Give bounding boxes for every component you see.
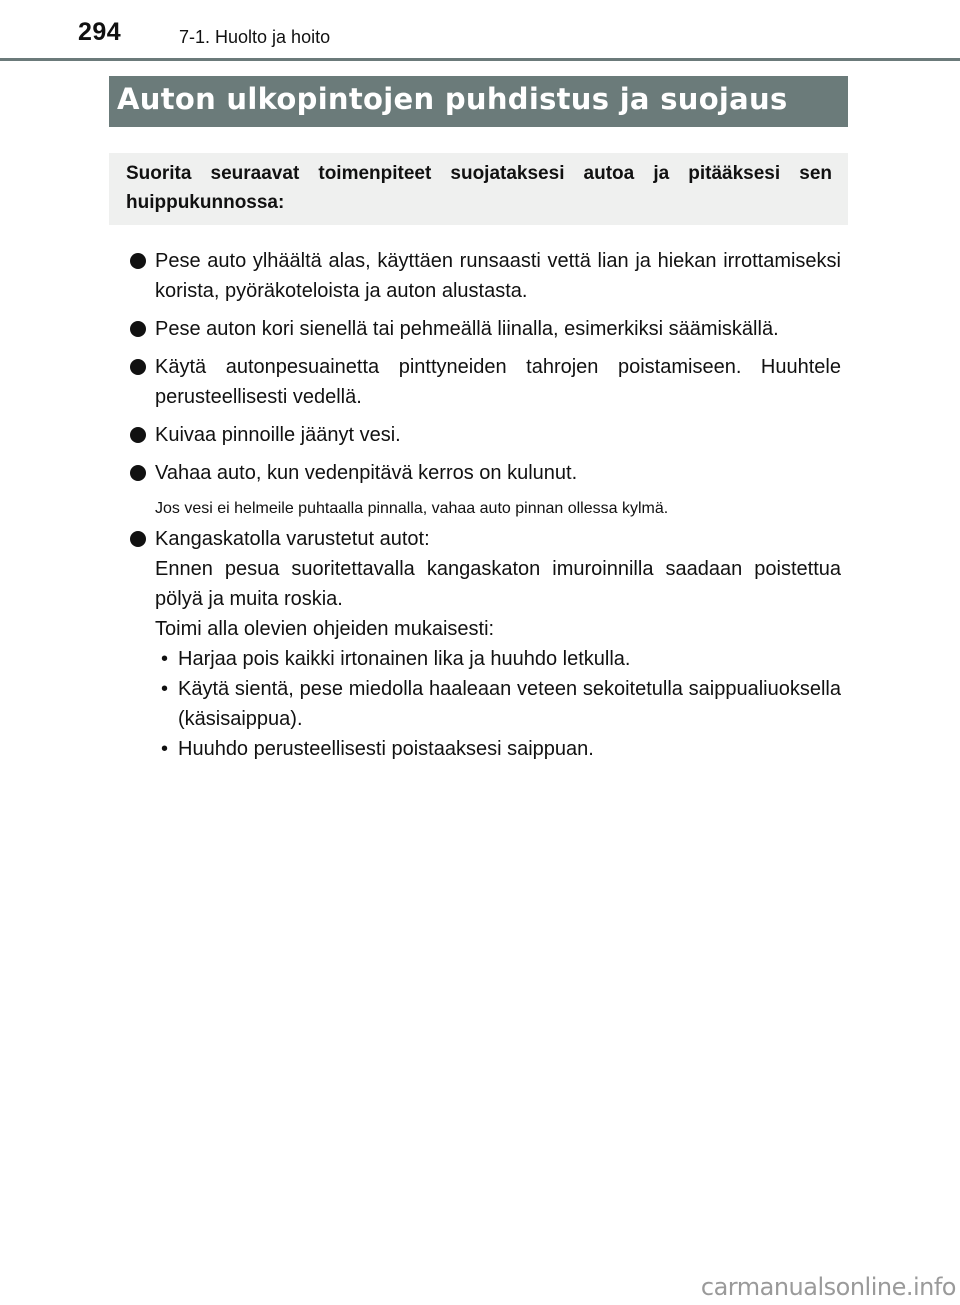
item-text: Pese auto ylhäältä alas, käyttäen runsaasti vettä lian ja hiekan irrottamiseksi korista, pyöräkoteloista ja auton alustasta. — [155, 250, 841, 302]
breadcrumb: 7-1. Huolto ja hoito — [179, 27, 331, 47]
bullet-icon — [130, 531, 146, 547]
step-text: Käytä sientä, pese miedolla haaleaan veteen sekoitetulla saippualiuoksella (käsisaippua). — [178, 678, 841, 730]
item-text: Käytä autonpesuainetta pinttyneiden tahrojen poistamiseen. Huuhtele perusteellisesti vedellä. — [155, 356, 841, 408]
intro-box — [109, 153, 848, 225]
list-item — [128, 314, 841, 344]
bullet-icon — [130, 253, 146, 269]
step-item — [155, 644, 841, 674]
list-item — [128, 420, 841, 450]
dot-bullet-icon: • — [161, 738, 169, 760]
step-text: Huuhdo perusteellisesti poistaaksesi saippuan. — [178, 738, 594, 760]
content — [128, 246, 841, 772]
item-text: Vahaa auto, kun vedenpitävä kerros on kulunut. — [155, 462, 578, 484]
intro-text: Suorita seuraavat toimenpiteet suojataksesi autoa ja pitääksesi sen huippukunnossa: — [126, 163, 832, 213]
section-title-bar — [109, 76, 848, 127]
list-item — [128, 246, 841, 306]
list-item — [128, 352, 841, 412]
step-item — [155, 734, 841, 764]
dot-bullet-icon: • — [161, 648, 169, 670]
header-rule — [0, 58, 960, 61]
item-text: Pese auton kori sienellä tai pehmeällä liinalla, esimerkiksi säämiskällä. — [155, 318, 779, 340]
step-text: Harjaa pois kaikki irtonainen lika ja huuhdo letkulla. — [178, 648, 631, 670]
watermark: carmanualsonline.info — [700, 1273, 956, 1301]
wax-note: Jos vesi ei helmeile puhtaalla pinnalla, vahaa auto pinnan ollessa kylmä. — [155, 500, 669, 517]
fabric-roof-paragraph: Ennen pesua suoritettavalla kangaskaton imuroinnilla saadaan poistettua pölyä ja muita roskia. — [155, 558, 841, 610]
bullet-icon — [130, 321, 146, 337]
bullet-icon — [130, 427, 146, 443]
list-item — [128, 458, 841, 488]
list-item-fabric-roof — [128, 524, 841, 764]
bullet-icon — [130, 359, 146, 375]
fabric-roof-instruction: Toimi alla olevien ohjeiden mukaisesti: — [155, 618, 495, 640]
section-title: Auton ulkopintojen puhdistus ja suojaus — [117, 82, 788, 116]
fabric-roof-steps — [155, 644, 841, 764]
bullet-icon — [130, 465, 146, 481]
fabric-roof-heading: Kangaskatolla varustetut autot: — [155, 528, 430, 550]
item-text: Kuivaa pinnoille jäänyt vesi. — [155, 424, 401, 446]
step-item — [155, 674, 841, 734]
page-number: 294 — [78, 18, 122, 46]
dot-bullet-icon: • — [161, 678, 169, 700]
